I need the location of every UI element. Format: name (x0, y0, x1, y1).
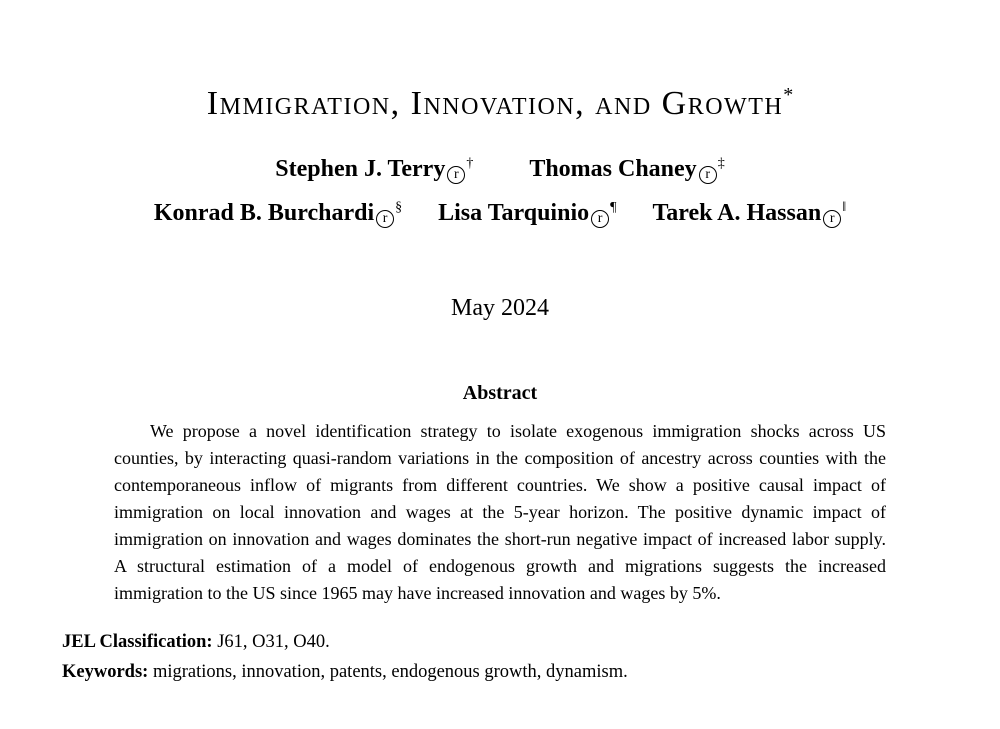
author-thomas-chaney (529, 156, 724, 183)
randomized-order-icon: r (699, 166, 717, 184)
paper-title (62, 84, 938, 122)
jel-label: JEL Classification: (62, 632, 213, 653)
author-tarek-hassan (652, 200, 846, 227)
randomized-order-icon: r (591, 210, 609, 228)
author-name: Thomas Chaney (529, 156, 697, 183)
keywords-values: migrations, innovation, patents, endogenous growth, dynamism. (152, 662, 628, 683)
author-footnote-mark: ¶ (610, 200, 617, 216)
author-name: Lisa Tarquinio (438, 200, 590, 227)
keywords-line (62, 657, 938, 687)
author-footnote-mark: § (395, 200, 403, 216)
author-row-2 (62, 200, 938, 227)
abstract-heading: Abstract (462, 382, 538, 405)
paper-title-text: Immigration, Innovation, and Growth (206, 85, 784, 122)
randomized-order-icon: r (376, 210, 394, 228)
author-footnote-mark: ‡ (717, 156, 725, 172)
author-lisa-tarquinio (438, 200, 616, 227)
author-footnote-mark: † (466, 156, 474, 172)
author-konrad-burchardi (154, 200, 402, 227)
jel-values: J61, O31, O40. (217, 632, 330, 653)
author-stephen-terry (275, 156, 473, 183)
author-name: Stephen J. Terry (275, 156, 446, 183)
author-footnote-mark: ‖ (842, 200, 847, 216)
title-footnote-asterisk: * (783, 84, 794, 106)
author-name: Tarek A. Hassan (652, 200, 822, 227)
publication-date: May 2024 (451, 295, 549, 322)
randomized-order-icon: r (447, 166, 465, 184)
keywords-label: Keywords: (62, 662, 149, 683)
randomized-order-icon: r (823, 210, 841, 228)
author-name: Konrad B. Burchardi (153, 200, 375, 227)
author-row-1 (62, 156, 938, 183)
jel-classification-line (62, 627, 938, 657)
abstract-text: We propose a novel identification strategy to isolate exogenous immigration shocks across US counties, by interacting quasi-random variations in the composition of ancestry across counties with the contemporaneous inflow of migrants from different countries. We show a positive causal impact of immigration on local innovation and wages at the 5-year horizon. The positive dynamic impact of immigration on innovation and wages dominates the short-run negative impact of increased labor supply. A structural estimation of a model of endogenous growth and migrations suggests the increased immigration to the US since 1965 may have increased innovation and wages by 5%. (114, 421, 886, 604)
